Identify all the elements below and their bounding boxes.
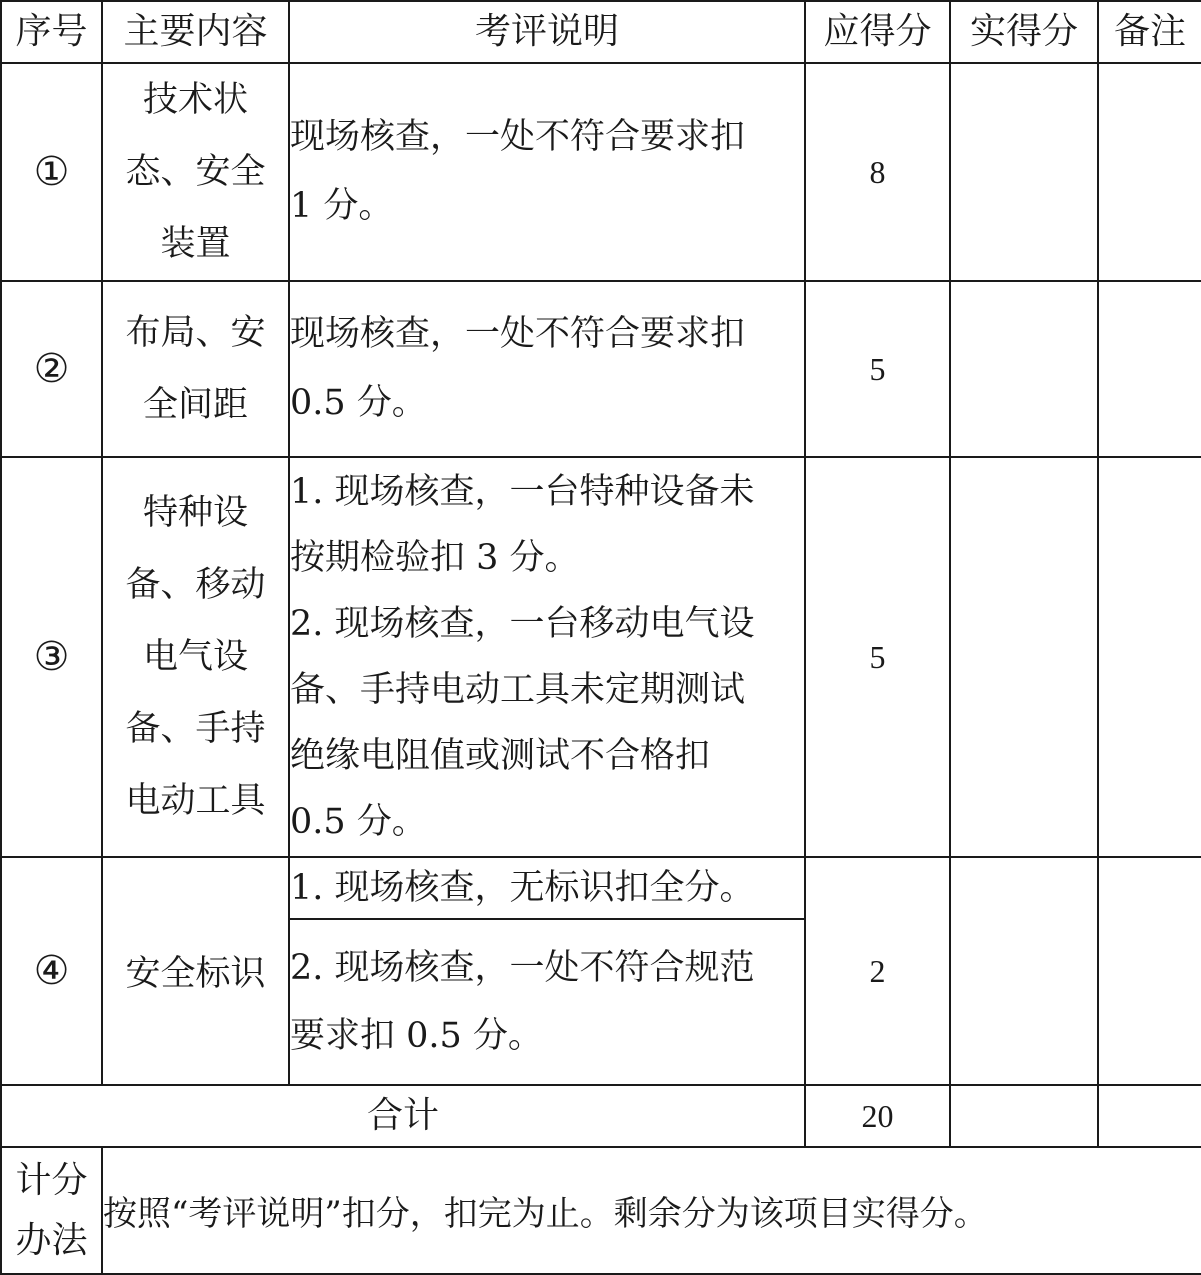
- description-line: 1. 现场核查，一台特种设备未: [290, 472, 755, 512]
- total-actual-cell: [950, 1085, 1098, 1147]
- description-line: 2. 现场核查，一处不符合规范: [290, 948, 755, 988]
- method-label-line: 计分: [15, 1159, 88, 1201]
- row-index: ②: [1, 281, 102, 457]
- total-points: 20: [805, 1085, 950, 1147]
- total-remarks-cell: [1098, 1085, 1201, 1147]
- description-line: 现场核查，一处不符合要求扣: [290, 314, 746, 354]
- description-line: 要求扣 0.5 分。: [290, 1016, 543, 1056]
- row-actual-cell: [950, 457, 1098, 857]
- row-points: 5: [805, 457, 950, 857]
- row-remarks-cell: [1098, 63, 1201, 281]
- content-line: 电动工具: [125, 781, 266, 821]
- content-line: 电气设: [142, 637, 248, 677]
- table-row: [1, 857, 1201, 919]
- description-line: 现场核查，一处不符合要求扣: [290, 117, 746, 157]
- content-line: 装置: [160, 224, 231, 264]
- row-points: 2: [805, 857, 950, 1085]
- content-line: 特种设: [142, 493, 248, 533]
- total-label: 合计: [1, 1085, 805, 1147]
- row-description: [289, 63, 805, 281]
- row-description: [289, 281, 805, 457]
- content-line: 态、安全: [125, 152, 266, 192]
- table-row: [1, 457, 1201, 857]
- row-content: [102, 281, 289, 457]
- header-actual: 实得分: [950, 1, 1098, 63]
- row-remarks-cell: [1098, 857, 1201, 1085]
- row-content: 安全标识: [102, 857, 289, 1085]
- content-line: 全间距: [142, 385, 248, 425]
- row-remarks-cell: [1098, 457, 1201, 857]
- row-description-part2: [289, 919, 805, 1085]
- content-line: 布局、安: [125, 313, 266, 353]
- row-actual-cell: [950, 63, 1098, 281]
- description-line: 0.5 分。: [290, 802, 427, 842]
- row-remarks-cell: [1098, 281, 1201, 457]
- content-line: 备、手持: [125, 709, 266, 749]
- description-line: 1 分。: [290, 186, 394, 226]
- description-line: 绝缘电阻值或测试不合格扣: [290, 736, 711, 776]
- row-index: ①: [1, 63, 102, 281]
- header-index: 序号: [1, 1, 102, 63]
- total-row: [1, 1085, 1201, 1147]
- method-label-line: 办法: [15, 1219, 88, 1261]
- row-index: ④: [1, 857, 102, 1085]
- row-actual-cell: [950, 857, 1098, 1085]
- description-line: 0.5 分。: [290, 383, 427, 423]
- description-line: 2. 现场核查，一台移动电气设: [290, 604, 755, 644]
- row-points: 5: [805, 281, 950, 457]
- header-remarks: 备注: [1098, 1, 1201, 63]
- description-line: 备、手持电动工具未定期测试: [290, 670, 746, 710]
- method-text: 按照“考评说明”扣分，扣完为止。剩余分为该项目实得分。: [102, 1147, 1201, 1274]
- header-points: 应得分: [805, 1, 950, 63]
- header-description: 考评说明: [289, 1, 805, 63]
- row-index: ③: [1, 457, 102, 857]
- table-row: [1, 63, 1201, 281]
- row-actual-cell: [950, 281, 1098, 457]
- row-description: [289, 457, 805, 857]
- content-line: 技术状: [142, 80, 248, 120]
- header-row: [1, 1, 1201, 63]
- header-content: 主要内容: [102, 1, 289, 63]
- content-line: 备、移动: [125, 565, 266, 605]
- row-content: [102, 63, 289, 281]
- row-content: [102, 457, 289, 857]
- row-points: 8: [805, 63, 950, 281]
- row-description-part1: 1. 现场核查，无标识扣全分。: [289, 857, 805, 919]
- table-row: [1, 281, 1201, 457]
- description-line: 按期检验扣 3 分。: [290, 538, 580, 578]
